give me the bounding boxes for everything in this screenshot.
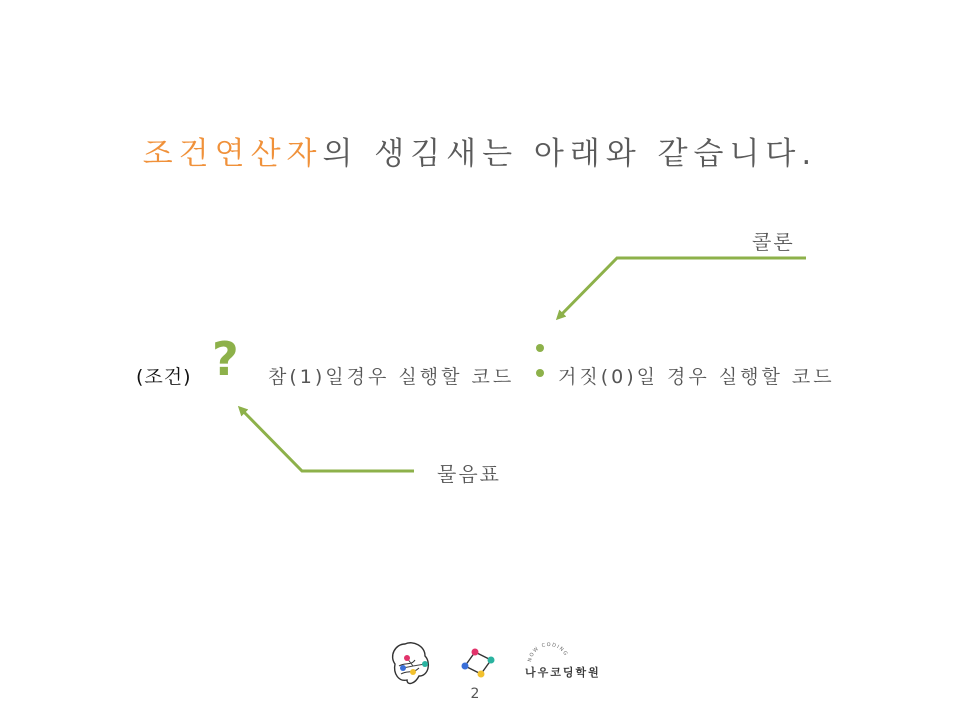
question-mark-label: 물음표 xyxy=(437,462,501,486)
colon-label: 콜론 xyxy=(752,230,795,254)
title-highlight: 조건연산자 xyxy=(142,136,323,172)
page-number: 2 xyxy=(470,686,480,702)
brain-logo-icon xyxy=(393,643,429,684)
condition-text: (조건) xyxy=(136,366,192,388)
question-arrow-icon xyxy=(240,408,414,471)
brand-arc-text: NOW CODING xyxy=(527,641,569,663)
brand-name: 나우코딩학원 xyxy=(525,666,601,679)
false-code-text: 거짓(0)일 경우 실행할 코드 xyxy=(558,366,835,388)
true-code-text: 참(1)일경우 실행할 코드 xyxy=(268,366,515,388)
title-rest: 의 생김새는 아래와 같습니다. xyxy=(322,136,818,172)
colon-arrow-icon xyxy=(558,258,806,318)
question-mark-symbol: ? xyxy=(212,332,239,386)
network-logo-icon xyxy=(462,649,495,678)
